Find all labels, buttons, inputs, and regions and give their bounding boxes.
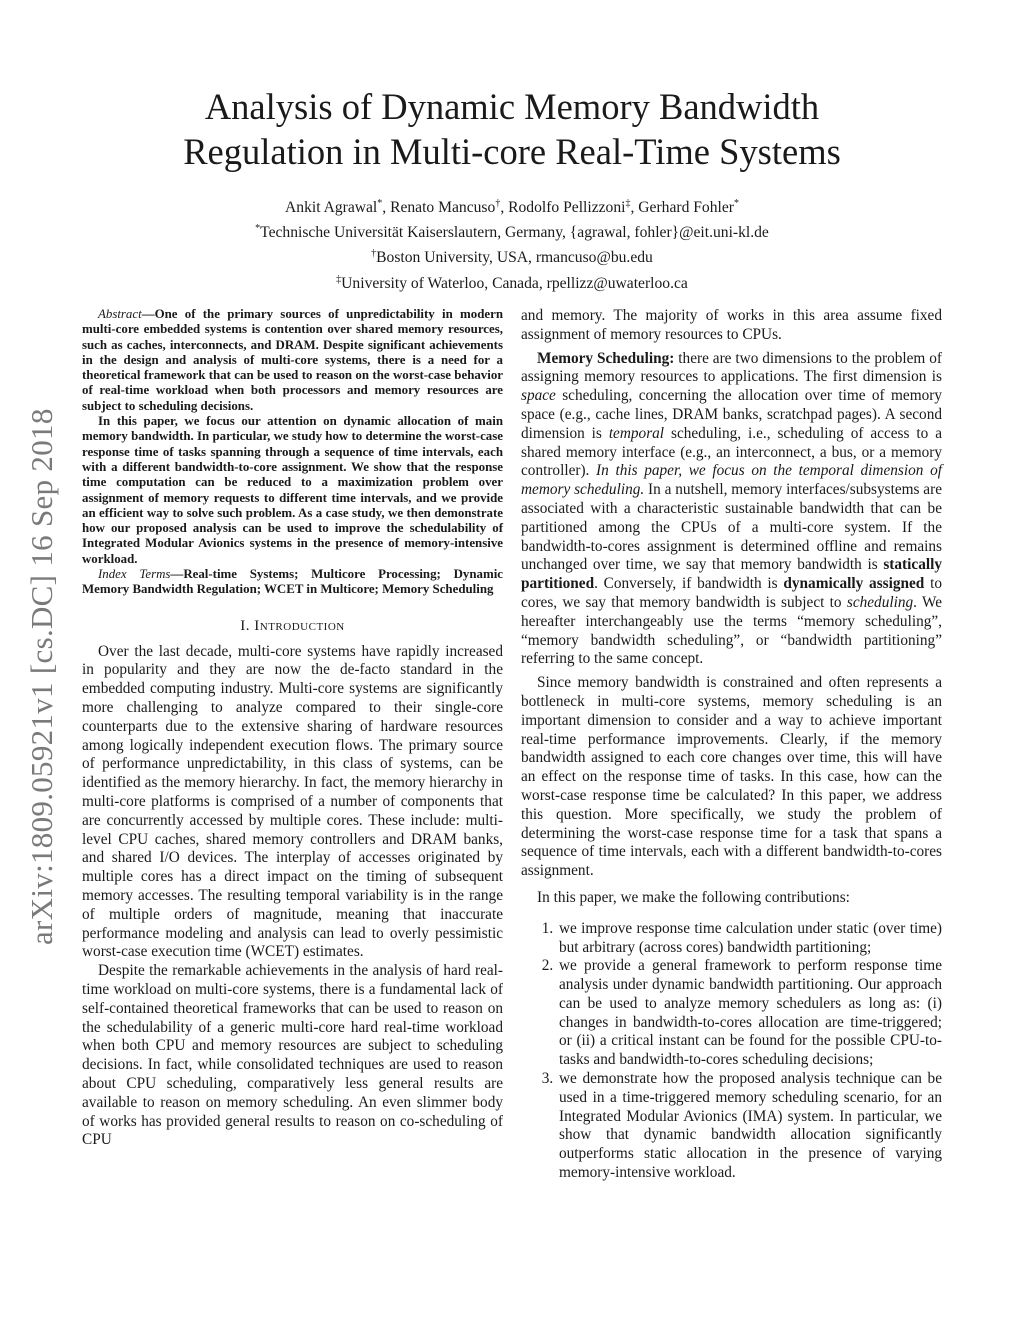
author-name: Gerhard Fohler [638, 199, 734, 217]
affiliation-text: Technische Universität Kaiserslautern, Germany, {agrawal, fohler}@eit.uni-kl.de [260, 224, 769, 242]
right-column [521, 307, 942, 1183]
affiliation [0, 218, 1024, 243]
bold-term: statically partitioned [521, 556, 942, 593]
bold-term: dynamically assigned [783, 575, 925, 593]
author-name: Renato Mancuso [390, 199, 496, 217]
abstract-label: Abstract [98, 307, 142, 321]
list-item: 2. we provide a general framework to perform response time analysis under dynamic bandwidth partitioning. Our approach can be used to analyze memory schedulers as long as: (i) changes in bandwidth-to-cores allocation are time-triggered; or (ii) a critical instant can be found for the possible CPU-to-tasks and bandwidth-to-cores scheduling decisions; [557, 957, 942, 1070]
affiliation-text: University of Waterloo, Canada, rpellizz@uwaterloo.ca [341, 274, 688, 292]
text: In a nutshell, memory interfaces/subsystems are associated with a characteristic sustainable bandwidth that can be partitioned among the CPUs of a multi-core system. If the bandwidth-to-cores assignment is determined offline and remains unchanged over time, we say that memory bandwidth is [521, 481, 942, 574]
affiliation [0, 243, 1024, 268]
text: there are two dimensions to the problem of assigning memory resources to applications. The first dimension is [521, 349, 942, 386]
text: . Conversely, if bandwidth is [594, 575, 784, 593]
body-paragraph: In this paper, we make the following contributions: [537, 888, 850, 906]
author-name: Rodolfo Pellizzoni [508, 199, 626, 217]
left-column [82, 307, 503, 1150]
affiliation-mark: † [495, 198, 501, 209]
text: . We hereafter interchangeably use the terms “memory scheduling”, “memory bandwidth scheduling”, or “bandwidth partitioning” referring to the same concept. [521, 593, 942, 668]
text: to cores, we say that memory bandwidth is subject to [521, 575, 942, 611]
affiliation-mark: † [371, 248, 377, 260]
paper-title [0, 84, 1024, 174]
memory-scheduling-paragraph [521, 350, 942, 670]
body-paragraph: Since memory bandwidth is constrained and often represents a bottleneck in multi-core systems, memory scheduling is an important dimension to consider and a way to achieve important real-time performance improvements. Clearly, if the memory bandwidth assigned to each core changes over time, this will have an effect on the response time of tasks. In this case, how can the worst-case response time be calculated? In this paper, we address this question. More specifically, we study the problem of determining the worst-case response time for a task that spans a sequence of time intervals, each with a different bandwidth-to-cores assignment. [521, 674, 942, 880]
affiliation-text: Boston University, USA, rmancuso@bu.edu [376, 249, 653, 267]
body-paragraph: and memory. The majority of works in this area assume fixed assignment of memory resources to CPUs. [521, 307, 942, 343]
author-name: Ankit Agrawal [285, 199, 378, 217]
text: scheduling, i.e., scheduling of access to a shared memory interface (e.g., an interconnect, a bus, or a memory controller). [521, 424, 942, 480]
body-paragraph: Despite the remarkable achievements in the analysis of hard real-time workload on multi-core systems, there is a fundamental lack of self-contained theoretical frameworks that can be used to reason on the schedulability of a generic multi-core hard real-time workload when both CPU and memory resources are subject to scheduling decisions. In fact, while consolidated techniques are used to reason about CPU scheduling, comparatively less general results are available to reason on memory scheduling. An even slimmer body of works has provided general results to reason on co-scheduling of CPU [82, 962, 503, 1149]
author-names: Ankit Agrawal*, Renato Mancuso†, Rodolfo Pellizzoni‡, Gerhard Fohler* [285, 198, 739, 217]
affiliation-mark: * [255, 223, 261, 235]
body-paragraph: Over the last decade, multi-core systems have rapidly increased in popularity and they are now the de-facto standard in the embedded computing industry. Multi-core systems are significantly more challenging to analyze compared to their single-core counterparts due to the extensive sharing of hardware resources among logically independent execution flows. The primary source of performance unpredictability, in this class of systems, can be identified as the memory hierarchy. In fact, the memory hierarchy in multi-core platforms is comprised of a number of components that are concurrently accessed by multiple cores. These include: multi-level CPU caches, shared memory controllers and DRAM banks, and shared I/O devices. The interplay of accesses originated by multiple cores has a direct impact on the timing of subsequent memory accesses. The resulting temporal variability is in the range of multiple orders of magnitude, meaning that inaccurate performance modeling and analysis can lead to overly pessimistic worst-case execution time (WCET) estimates. [82, 642, 503, 961]
abstract-text: —One of the primary sources of unpredictability in modern multi-core embedded systems is contention over shared memory resources, such as caches, interconnects, and DRAM. Despite significant achievements in the design and analysis of multi-core systems, there is a need for a theoretical framework that can be used to reason on the worst-case behavior of real-time workload when both processors and memory resources are subject to scheduling decisions. [82, 307, 503, 413]
index-terms-text: —Real-time Systems; Multicore Processing; Dynamic Memory Bandwidth Regulation; WCET in Multicore; Memory Scheduling [82, 567, 503, 597]
title-line-1: Analysis of Dynamic Memory Bandwidth [204, 86, 820, 127]
affiliation-mark: ‡ [336, 273, 342, 285]
list-item: 1. we improve response time calculation under static (over time) but arbitrary (across cores) bandwidth partitioning; [557, 920, 942, 958]
affiliation-mark: * [733, 198, 739, 209]
section-heading: I. Introduction [240, 617, 345, 634]
emphasis: scheduling [846, 593, 914, 611]
affiliation-mark: * [377, 198, 383, 209]
author-block [0, 193, 1024, 294]
text: scheduling, concerning the allocation over time of memory space (e.g., cache lines, DRAM banks, scratchpad pages). A second dimension is [521, 387, 942, 442]
abstract-paragraph: In this paper, we focus our attention on dynamic allocation of main memory bandwidth. In particular, we study how to determine the worst-case response time of tasks spanning through a sequence of time intervals, each with a different bandwidth-to-core assignment. We show that the response time computation can be reduced to a maximization problem over assignment of memory requests to different time intervals, and we provide an efficient way to solve such problem. As a case study, we then demonstrate how our proposed analysis can be used to improve the schedulability of Integrated Modular Avionics systems in the presence of memory-intensive workload. [82, 414, 503, 566]
emphasis: In this paper, we focus on the temporal dimension of memory scheduling. [521, 462, 942, 499]
title-line-2: Regulation in Multi-core Real-Time Systems [183, 131, 841, 172]
emphasis: space [521, 387, 556, 405]
emphasis: temporal [608, 424, 665, 442]
list-item: 3. we demonstrate how the proposed analysis technique can be used in a time-triggered memory scheduling scenario, for an Integrated Modular Avionics (IMA) system. In particular, we show that dynamic bandwidth allocation significantly outperforms static allocation in the presence of varying memory-intensive workload. [557, 1070, 942, 1183]
paragraph-heading: Memory Scheduling: [537, 349, 675, 367]
arxiv-identifier-stamp: arXiv:1809.05921v1 [cs.DC] 16 Sep 2018 [24, 408, 59, 945]
index-terms-label: Index Terms [98, 567, 171, 582]
affiliation-mark: ‡ [625, 198, 631, 209]
index-terms [82, 567, 503, 598]
contributions-list [521, 920, 942, 1183]
affiliation [0, 269, 1024, 294]
abstract-paragraph [82, 307, 503, 414]
